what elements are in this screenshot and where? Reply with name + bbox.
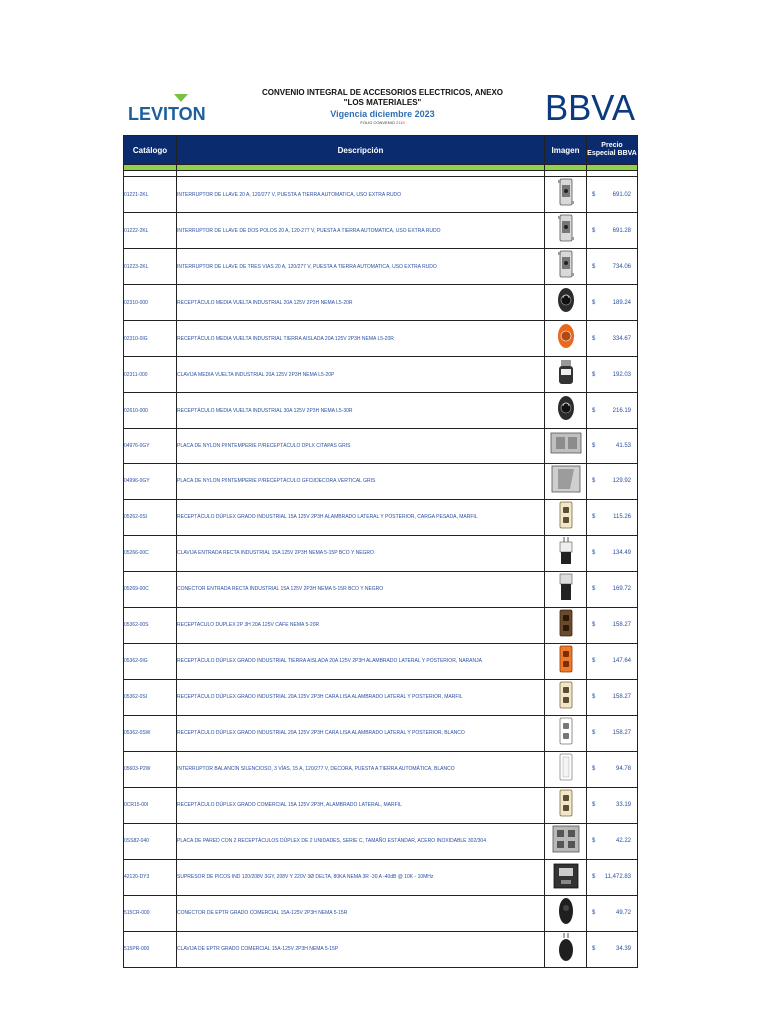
currency-symbol: $ [592,802,596,809]
currency-symbol: $ [592,191,596,198]
catalog-cell: 02310-000 [124,285,177,321]
svg-text:BBVA: BBVA [545,87,635,126]
currency-symbol: $ [592,550,596,557]
image-cell [545,393,587,429]
leviton-logo [128,92,218,126]
image-cell [545,463,587,499]
catalog-cell: 02310-0IG [124,321,177,357]
description-cell: PLACA DE NYLON P/INTEMPERIE P/RECEPTÁCULO DPLX C/TAPAS GRIS [177,429,545,464]
price-value: 134.49 [612,550,631,557]
image-cell [545,429,587,464]
currency-symbol: $ [592,730,596,737]
straight-plug-icon [556,553,576,570]
catalog-cell: 02610-000 [124,393,177,429]
table-row [124,751,638,787]
catalog-cell: 05603-P2W [124,751,177,787]
price-cell [587,751,638,787]
folio-label: FOLIO CONVENIO [360,120,395,125]
image-cell [545,607,587,643]
image-cell [545,931,587,967]
weatherproof-cover-icon [550,442,582,459]
table-row [124,249,638,285]
table-row [124,535,638,571]
price-value: 34.39 [615,946,631,953]
folio-number: 2119 [395,120,405,125]
table-row [124,321,638,357]
catalog-cell: 0SS82-040 [124,823,177,859]
table-row [124,787,638,823]
orange-receptacle-icon [556,338,576,355]
table-row [124,499,638,535]
currency-symbol: $ [592,694,596,701]
price-table [123,135,638,968]
table-row [124,213,638,249]
image-cell [545,499,587,535]
key-switch-icon [556,194,576,211]
catalog-cell: 05266-00C [124,535,177,571]
description-cell: RECEPTÁCULO DÚPLEX GRADO INDUSTRIAL TIERRA AISLADA 20A 125V 2P3H ALAMBRADO LATERAL Y POSTERIOR, NARANJA [177,643,545,679]
connector-icon [556,589,576,606]
price-cell [587,787,638,823]
table-row [124,679,638,715]
column-header-description: Descripción [177,136,545,165]
catalog-cell: 01221-2KL [124,177,177,213]
price-cell [587,429,638,464]
price-cell [587,859,638,895]
catalog-cell: 05269-00C [124,571,177,607]
currency-symbol: $ [592,586,596,593]
table-row [124,643,638,679]
column-header-price: Precio Especial BBVA [587,136,638,165]
surge-suppressor-icon [551,877,581,894]
price-value: 734.06 [612,263,631,270]
currency-symbol: $ [592,442,596,449]
ivory-duplex-icon [556,697,576,714]
price-cell [587,285,638,321]
table-row [124,931,638,967]
currency-symbol: $ [592,910,596,917]
table-header-row [124,136,638,165]
currency-symbol: $ [592,335,596,342]
catalog-cell: 02311-000 [124,357,177,393]
description-cell: RECEPTÁCULO MEDIA VUELTA INDUSTRIAL 20A 125V 2P3H NEMA L5-20R [177,285,545,321]
catalog-cell: 05362-0IG [124,643,177,679]
image-cell [545,715,587,751]
image-cell [545,859,587,895]
description-cell: PLACA DE PARED CON 2 RECEPTÁCULOS DÚPLEX DE 2 UNIDADES, SERIE C, TAMAÑO ESTÁNDAR, ACERO INOXIDABLE 302/304 [177,823,545,859]
ivory-duplex-icon [556,517,576,534]
currency-symbol: $ [592,838,596,845]
image-cell [545,679,587,715]
catalog-cell: 515PR-000 [124,931,177,967]
image-cell [545,357,587,393]
image-cell [545,321,587,357]
price-cell [587,499,638,535]
catalog-cell: 04976-0GY [124,429,177,464]
price-cell [587,535,638,571]
image-cell [545,643,587,679]
price-value: 49.72 [615,910,631,917]
price-cell [587,679,638,715]
description-cell: SUPRESOR DE PICOS IND 120/208V 3GY, 208V Y 220V 3Ø DELTA, 80KA NEMA 3R -30 A -40dB @ 10K - 10MHz [177,859,545,895]
table-row [124,715,638,751]
black-connector-icon [556,913,576,930]
catalog-cell: 0CR15-00I [124,787,177,823]
folio-line [250,120,515,126]
key-switch-icon [556,230,576,247]
catalog-cell: 05262-0SI [124,499,177,535]
price-value: 169.72 [612,586,631,593]
vertical-cover-icon [550,481,582,498]
price-cell [587,931,638,967]
svg-text:LEVITON: LEVITON [128,104,206,124]
image-cell [545,571,587,607]
bbva-logo [545,86,637,126]
description-cell: CLAVIJA MEDIA VUELTA INDUSTRIAL 20A 125V 2P3H NEMA L5-20P [177,357,545,393]
catalog-cell: 05362-00S [124,607,177,643]
description-cell: RECEPTÁCULO MEDIA VUELTA INDUSTRIAL 30A 125V 2P3H NEMA L5-30R [177,393,545,429]
catalog-cell: 05362-0SW [124,715,177,751]
price-value: 158.27 [612,730,631,737]
table-row [124,177,638,213]
description-cell: INTERRUPTOR DE LLAVE DE DOS POLOS 20 A, 120-277 V, PUESTA A TIERRA AUTOMATICA, USO EXTRA RUDO [177,213,545,249]
table-row [124,859,638,895]
table-body [124,165,638,968]
currency-symbol: $ [592,946,596,953]
price-value: 147.64 [612,658,631,665]
price-value: 192.03 [612,371,631,378]
price-value: 334.67 [612,335,631,342]
description-cell: RECEPTÁCULO DÚPLEX GRADO COMERCIAL 15A 125V 2P3H, ALAMBRADO LATERAL, MARFIL [177,787,545,823]
table-row [124,895,638,931]
currency-symbol: $ [592,766,596,773]
price-value: 115.26 [613,514,631,521]
table-row [124,429,638,464]
description-cell: CONECTOR ENTRADA RECTA INDUSTRIAL 15A 125V 2P3H NEMA 5-15R BCO Y NEGRO [177,571,545,607]
key-switch-icon [556,266,576,283]
currency-symbol: $ [592,263,596,270]
description-cell: RECEPTÁCULO DÚPLEX GRADO INDUSTRIAL 20A 125V 2P3H CARA LISA ALAMBRADO LATERAL Y POSTERIOR, MARFIL [177,679,545,715]
description-cell: INTERRUPTOR DE LLAVE DE TRES VIAS 20 A, 120/277 V, PUESTA A TIERRA AUTOMATICA, USO EXTRA RUDO [177,249,545,285]
image-cell [545,895,587,931]
catalog-cell: 01223-2KL [124,249,177,285]
rocker-switch-icon [556,769,576,786]
price-value: 11,472.83 [604,874,631,881]
price-cell [587,393,638,429]
table-row [124,823,638,859]
table-row [124,357,638,393]
price-cell [587,823,638,859]
price-cell [587,607,638,643]
table-row [124,285,638,321]
currency-symbol: $ [592,407,596,414]
document-title [250,88,515,126]
orange-duplex-icon [556,661,576,678]
steel-wallplate-icon [551,841,581,858]
catalog-cell: 42120-DY3 [124,859,177,895]
price-value: 129.92 [612,478,631,485]
description-cell: PLACA DE NYLON P/INTEMPERIE P/RECEPTÁCULO GFCI/DECORA VERTICAL GRIS [177,463,545,499]
white-duplex-icon [556,733,576,750]
image-cell [545,249,587,285]
image-cell [545,535,587,571]
image-cell [545,213,587,249]
price-value: 42.22 [615,838,631,845]
description-cell: CONECTOR DE EPTR GRADO COMERCIAL 15A-125V 2P3H NEMA 5-15R [177,895,545,931]
image-cell [545,823,587,859]
column-header-image: Imagen [545,136,587,165]
currency-symbol: $ [592,371,596,378]
title-line-2: "LOS MATERIALES" [343,98,422,107]
table-row [124,393,638,429]
table-row [124,571,638,607]
title-validity: Vigencia diciembre 2023 [330,109,435,119]
image-cell [545,177,587,213]
title-line-1: CONVENIO INTEGRAL DE ACCESORIOS ELECTRICOS, ANEXO [261,88,504,97]
description-cell: RECEPTÁCULO DÚPLEX GRADO INDUSTRIAL 15A 125V 2P3H ALAMBRADO LATERAL Y POSTERIOR, CARGA PESADA, MARFIL [177,499,545,535]
price-cell [587,895,638,931]
currency-symbol: $ [592,514,596,521]
currency-symbol: $ [592,622,596,629]
currency-symbol: $ [592,299,596,306]
price-value: 94.78 [615,766,631,773]
image-cell [545,285,587,321]
price-cell [587,571,638,607]
price-cell [587,715,638,751]
column-header-catalog: Catálogo [124,136,177,165]
price-value: 691.02 [612,191,631,198]
price-value: 33.19 [615,802,631,809]
catalog-cell: 01222-2KL [124,213,177,249]
price-cell [587,321,638,357]
price-value: 216.19 [612,407,631,414]
image-cell [545,787,587,823]
currency-symbol: $ [592,227,596,234]
currency-symbol: $ [592,478,596,485]
price-cell [587,357,638,393]
catalog-cell: 515CR-000 [124,895,177,931]
price-cell [587,463,638,499]
price-value: 189.24 [612,299,631,306]
table-row [124,607,638,643]
price-cell [587,643,638,679]
description-cell: RECEPTÁCULO MEDIA VUELTA INDUSTRIAL TIERRA AISLADA 20A 125V 2P3H NEMA L5-20R [177,321,545,357]
image-cell [545,751,587,787]
price-value: 158.27 [612,694,631,701]
description-cell: INTERRUPTOR BALANCÍN SILENCIOSO, 3 VÍAS, 15 A, 120/277 V, DECORA, PUESTA A TIERRA AUTOMÁTICA, BLANCO [177,751,545,787]
description-cell: RECEPTÁCULO DÚPLEX GRADO INDUSTRIAL 20A 125V 2P3H CARA LISA ALAMBRADO LATERAL Y POSTERIOR, BLANCO [177,715,545,751]
twist-lock-receptacle-icon [556,410,576,427]
price-cell [587,213,638,249]
price-cell [587,249,638,285]
document-header [0,0,768,135]
description-cell: RECEPTACULO DUPLEX 2P 3H 20A 125V CAFE NEMA 5-20R [177,607,545,643]
description-cell: INTERRUPTOR DE LLAVE 20 A, 120/277 V, PUESTA A TIERRA AUTOMATICA, USO EXTRA RUDO [177,177,545,213]
catalog-cell: 05362-0SI [124,679,177,715]
brown-duplex-icon [556,625,576,642]
plug-icon [556,374,576,391]
catalog-cell: 04996-0GY [124,463,177,499]
description-cell: CLAVIJA ENTRADA RECTA INDUSTRIAL 15A 125V 2P3H NEMA 5-15P BCO Y NEGRO [177,535,545,571]
price-value: 41.53 [615,442,631,449]
price-cell [587,177,638,213]
price-value: 158.27 [612,622,631,629]
twist-lock-receptacle-icon [556,302,576,319]
ivory-duplex-icon [556,805,576,822]
currency-symbol: $ [592,874,596,881]
description-cell: CLAVIJA DE EPTR GRADO COMERCIAL 15A-125V 2P3H NEMA 5-15P [177,931,545,967]
table-row [124,463,638,499]
currency-symbol: $ [592,658,596,665]
black-plug-icon [556,949,576,966]
price-value: 691.28 [612,227,631,234]
